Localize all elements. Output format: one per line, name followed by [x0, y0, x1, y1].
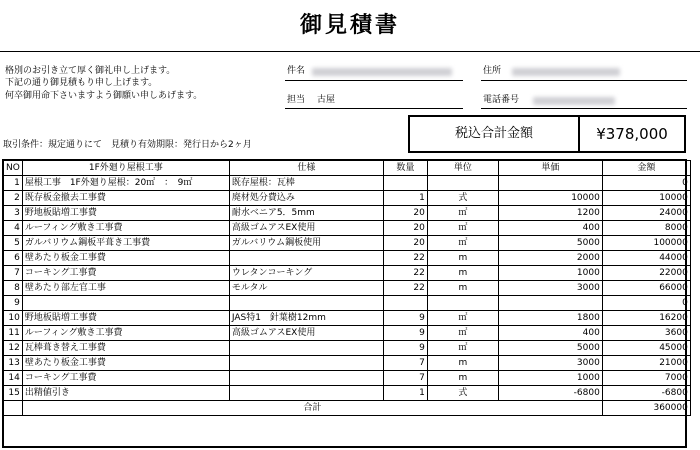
row-unit: m — [427, 266, 498, 281]
row-price: -6800 — [498, 386, 602, 401]
table-row — [4, 221, 691, 236]
table-row — [4, 296, 691, 311]
trade-conditions: 取引条件：規定通りにて 見積り有効期限：発行日から2ヶ月 — [3, 140, 252, 150]
table-header-row — [4, 161, 691, 176]
row-price: 400 — [498, 326, 602, 341]
row-spec: モルタル — [229, 281, 383, 296]
staff-label: 担当 — [287, 95, 306, 105]
row-amount: 0 — [602, 296, 690, 311]
row-spec — [229, 356, 383, 371]
table-row — [4, 206, 691, 221]
row-qty: 20 — [383, 236, 427, 251]
row-item: ルーフィング敷き工事費 — [22, 221, 229, 236]
staff-value: 古屋 — [317, 95, 336, 105]
row-price: 10000 — [498, 191, 602, 206]
row-price — [498, 296, 602, 311]
row-spec: 高級ゴムアスEX使用 — [229, 326, 383, 341]
row-price: 1000 — [498, 371, 602, 386]
total-amount-box — [408, 115, 686, 153]
row-no: 8 — [4, 281, 23, 296]
row-unit: 式 — [427, 191, 498, 206]
table-row — [4, 311, 691, 326]
row-unit: ㎡ — [427, 326, 498, 341]
row-price: 5000 — [498, 341, 602, 356]
phone-redacted — [533, 97, 615, 105]
row-price: 3000 — [498, 356, 602, 371]
row-no: 12 — [4, 341, 23, 356]
address-underline — [481, 80, 687, 81]
row-spec — [229, 371, 383, 386]
staff-underline — [285, 108, 463, 109]
address-label: 住所 — [483, 66, 502, 76]
header-spec: 仕様 — [229, 161, 383, 176]
row-item: コーキング工事費 — [22, 266, 229, 281]
row-amount: 100000 — [602, 236, 690, 251]
estimate-table — [3, 160, 691, 416]
subject-underline — [285, 80, 463, 81]
row-no: 2 — [4, 191, 23, 206]
row-spec — [229, 386, 383, 401]
greeting-line-1: 格別のお引き立て厚く御礼申し上げます。 — [5, 66, 176, 76]
phone-label: 電話番号 — [483, 95, 520, 105]
row-spec: 耐水ベニア5．5mm — [229, 206, 383, 221]
header-unit: 単位 — [427, 161, 498, 176]
row-spec: 既存屋根：瓦棒 — [229, 176, 383, 191]
row-qty: 7 — [383, 371, 427, 386]
row-item: 瓦棒葺き替え工事費 — [22, 341, 229, 356]
row-price — [498, 176, 602, 191]
row-no: 1 — [4, 176, 23, 191]
row-qty: 9 — [383, 326, 427, 341]
row-qty: 20 — [383, 221, 427, 236]
title-divider — [0, 51, 700, 52]
row-amount: 21000 — [602, 356, 690, 371]
row-item: 野地板貼増工事費 — [22, 206, 229, 221]
row-price: 1200 — [498, 206, 602, 221]
table-row — [4, 326, 691, 341]
header-amount: 金額 — [602, 161, 690, 176]
row-unit — [427, 296, 498, 311]
row-no: 5 — [4, 236, 23, 251]
row-unit: m — [427, 281, 498, 296]
row-item: ルーフィング敷き工事費 — [22, 326, 229, 341]
row-unit: m — [427, 371, 498, 386]
page-title: 御見積書 — [299, 13, 400, 38]
row-item: 壁あたり板金工事費 — [22, 356, 229, 371]
subject-redacted — [312, 68, 452, 76]
table-total-row — [4, 401, 691, 416]
row-amount: 24000 — [602, 206, 690, 221]
row-spec — [229, 251, 383, 266]
row-unit: ㎡ — [427, 341, 498, 356]
row-price: 2000 — [498, 251, 602, 266]
row-qty — [383, 296, 427, 311]
greeting-line-3: 何卒御用命下さいますよう御願い申しあげます。 — [5, 91, 203, 101]
table-row — [4, 371, 691, 386]
row-spec — [229, 296, 383, 311]
table-row — [4, 356, 691, 371]
phone-underline — [481, 108, 687, 109]
row-spec — [229, 341, 383, 356]
row-qty: 7 — [383, 356, 427, 371]
row-unit — [427, 176, 498, 191]
total-row-amount: 360000 — [602, 401, 690, 416]
row-amount: 66000 — [602, 281, 690, 296]
row-unit: 式 — [427, 386, 498, 401]
row-no: 6 — [4, 251, 23, 266]
subject-label: 件名 — [287, 66, 306, 76]
table-row — [4, 386, 691, 401]
row-amount: 3600 — [602, 326, 690, 341]
row-price: 1000 — [498, 266, 602, 281]
row-amount: 8000 — [602, 221, 690, 236]
row-amount: 16200 — [602, 311, 690, 326]
row-qty: 22 — [383, 281, 427, 296]
row-price: 3000 — [498, 281, 602, 296]
table-row — [4, 341, 691, 356]
table-row — [4, 266, 691, 281]
row-spec: 高級ゴムアスEX使用 — [229, 221, 383, 236]
row-item: ガルバリウム鋼板平葺き工事費 — [22, 236, 229, 251]
header-price: 単価 — [498, 161, 602, 176]
table-row — [4, 191, 691, 206]
row-item: 壁あたり部左官工事 — [22, 281, 229, 296]
row-amount: 44000 — [602, 251, 690, 266]
row-price: 1800 — [498, 311, 602, 326]
row-no: 4 — [4, 221, 23, 236]
row-qty: 20 — [383, 206, 427, 221]
row-no: 7 — [4, 266, 23, 281]
row-item — [22, 296, 229, 311]
row-qty: 9 — [383, 341, 427, 356]
row-item: 出精値引き — [22, 386, 229, 401]
total-row-label: 合計 — [22, 401, 602, 416]
row-unit: ㎡ — [427, 236, 498, 251]
table-row — [4, 281, 691, 296]
row-qty: 22 — [383, 251, 427, 266]
row-amount: 22000 — [602, 266, 690, 281]
row-no: 10 — [4, 311, 23, 326]
row-qty — [383, 176, 427, 191]
row-price: 5000 — [498, 236, 602, 251]
row-item: 既存板金撤去工事費 — [22, 191, 229, 206]
header-qty: 数量 — [383, 161, 427, 176]
row-unit: ㎡ — [427, 221, 498, 236]
row-unit: m — [427, 356, 498, 371]
row-qty: 9 — [383, 311, 427, 326]
row-spec: ガルバリウム鋼板使用 — [229, 236, 383, 251]
table-row — [4, 236, 691, 251]
total-row-blank — [4, 401, 23, 416]
header-no: NO — [4, 161, 23, 176]
row-qty: 1 — [383, 191, 427, 206]
row-no: 13 — [4, 356, 23, 371]
row-no: 14 — [4, 371, 23, 386]
row-qty: 22 — [383, 266, 427, 281]
row-spec: 廃材処分費込み — [229, 191, 383, 206]
greeting-line-2: 下記の通り御見積もり申し上げます。 — [5, 78, 158, 88]
row-item: コーキング工事費 — [22, 371, 229, 386]
table-row — [4, 176, 691, 191]
row-amount: 10000 — [602, 191, 690, 206]
row-no: 3 — [4, 206, 23, 221]
row-amount: -6800 — [602, 386, 690, 401]
row-unit: ㎡ — [427, 206, 498, 221]
row-spec: ウレタンコーキング — [229, 266, 383, 281]
row-item: 屋根工事 1F外廻り屋根：20㎡ ： 9㎡ — [22, 176, 229, 191]
row-amount: 45000 — [602, 341, 690, 356]
row-amount: 7000 — [602, 371, 690, 386]
row-spec: JAS特1 針葉樹12mm — [229, 311, 383, 326]
row-item: 野地板貼増工事費 — [22, 311, 229, 326]
row-no: 9 — [4, 296, 23, 311]
row-qty: 1 — [383, 386, 427, 401]
total-amount-label: 税込合計金額 — [410, 117, 580, 151]
address-redacted — [512, 68, 620, 76]
row-no: 15 — [4, 386, 23, 401]
row-unit: m — [427, 251, 498, 266]
total-amount-value: ¥378,000 — [596, 125, 668, 143]
row-unit: ㎡ — [427, 311, 498, 326]
row-no: 11 — [4, 326, 23, 341]
table-row — [4, 251, 691, 266]
row-item: 壁あたり板金工事費 — [22, 251, 229, 266]
header-item: 1F外廻り屋根工事 — [22, 161, 229, 176]
row-price: 400 — [498, 221, 602, 236]
row-amount: 0 — [602, 176, 690, 191]
